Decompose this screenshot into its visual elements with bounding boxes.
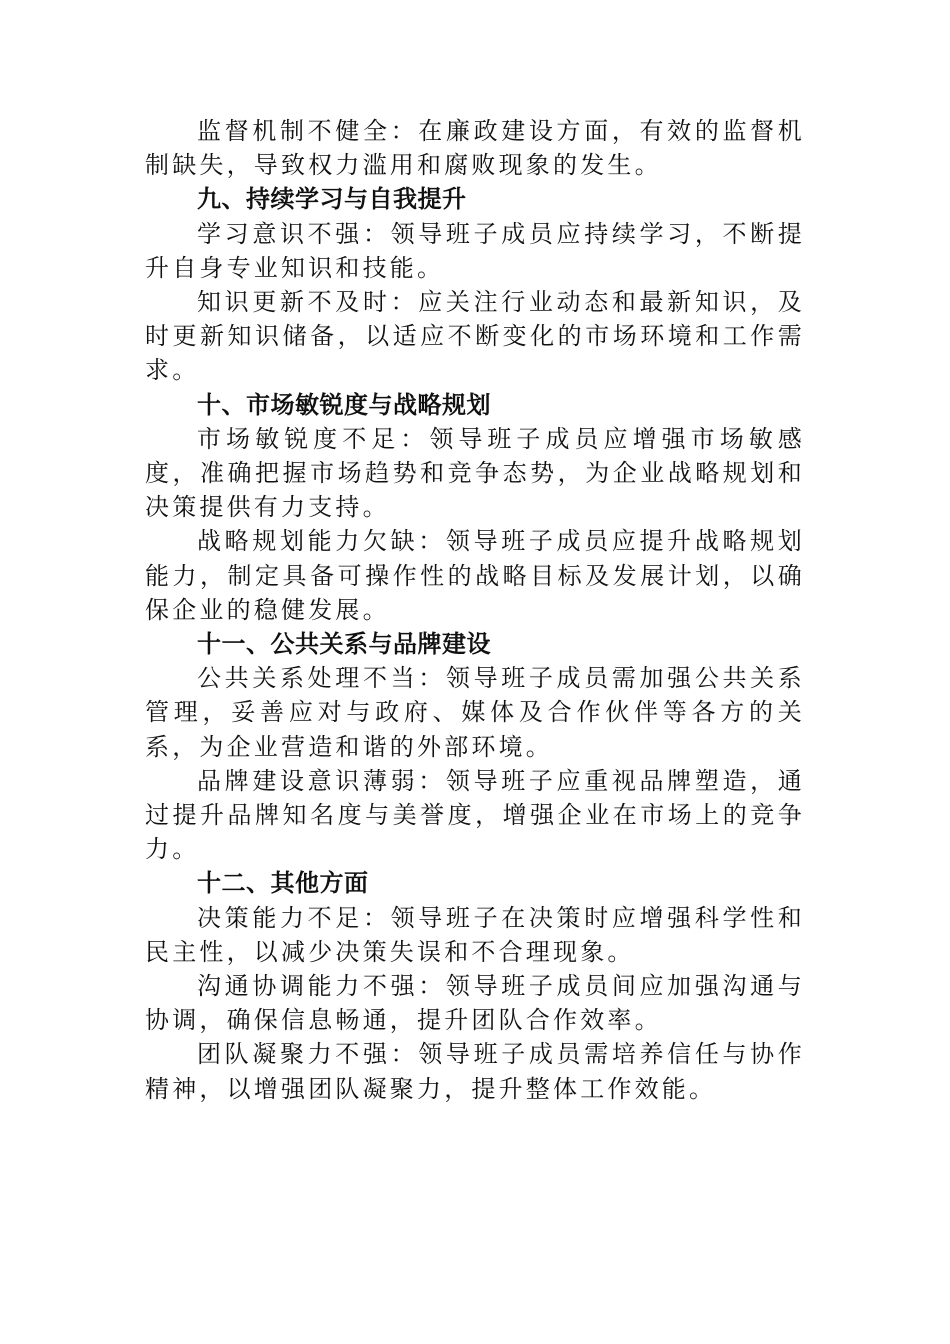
paragraph-brand-building: 品牌建设意识薄弱：领导班子应重视品牌塑造，通过提升品牌知名度与美誉度，增强企业在市场上的竞争力。 bbox=[145, 766, 805, 864]
document-page bbox=[145, 114, 805, 1106]
paragraph-communication: 沟通协调能力不强：领导班子成员间应加强沟通与协调，确保信息畅通，提升团队合作效率。 bbox=[145, 972, 805, 1035]
paragraph-team-cohesion: 团队凝聚力不强：领导班子成员需培养信任与协作精神，以增强团队凝聚力，提升整体工作效能。 bbox=[145, 1040, 805, 1103]
paragraph-knowledge-update: 知识更新不及时：应关注行业动态和最新知识，及时更新知识储备，以适应不断变化的市场环境和工作需求。 bbox=[145, 288, 805, 385]
section-heading-12: 十二、其他方面 bbox=[197, 869, 369, 898]
section-heading-10: 十、市场敏锐度与战略规划 bbox=[197, 390, 491, 419]
paragraph-strategic-planning: 战略规划能力欠缺：领导班子成员应提升战略规划能力，制定具备可操作性的战略目标及发展计划，以确保企业的稳健发展。 bbox=[145, 527, 805, 624]
section-heading-11: 十一、公共关系与品牌建设 bbox=[197, 630, 491, 659]
paragraph-public-relations: 公共关系处理不当：领导班子成员需加强公共关系管理，妥善应对与政府、媒体及合作伙伴等各方的关系，为企业营造和谐的外部环境。 bbox=[145, 664, 805, 761]
paragraph-market-sensitivity: 市场敏锐度不足：领导班子成员应增强市场敏感度，准确把握市场趋势和竞争态势，为企业战略规划和决策提供有力支持。 bbox=[145, 424, 805, 522]
paragraph-supervision: 监督机制不健全：在廉政建设方面，有效的监督机制缺失，导致权力滥用和腐败现象的发生。 bbox=[145, 117, 805, 180]
section-heading-9: 九、持续学习与自我提升 bbox=[197, 185, 467, 214]
paragraph-decision-making: 决策能力不足：领导班子在决策时应增强科学性和民主性，以减少决策失误和不合理现象。 bbox=[145, 903, 805, 966]
paragraph-learning-awareness: 学习意识不强：领导班子成员应持续学习，不断提升自身专业知识和技能。 bbox=[145, 219, 805, 282]
